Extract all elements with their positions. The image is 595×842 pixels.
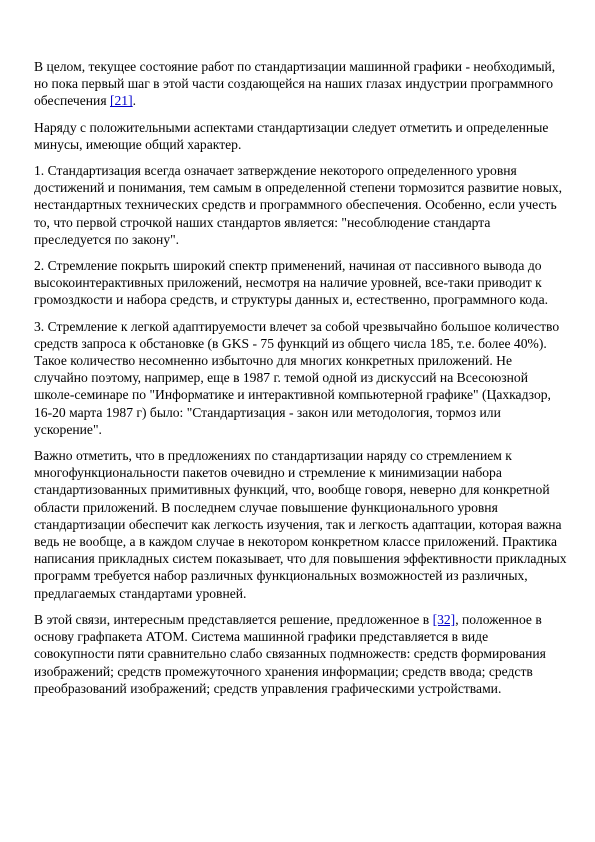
paragraph-standardization-overview: [34, 58, 568, 110]
paragraph-text: , положенное в основу графпакета АТОМ. Система машинной графики представляется в виде совокупности пяти сравнительно слабо связанных подмножеств: средств формирования изображений; средств промежуточного хранения информации; средств ввода; средств преобразований изображений; средств управления графическими устройствами.: [34, 611, 546, 696]
paragraph-important-note: Важно отметить, что в предложениях по стандартизации наряду со стремлением к многофункциональности пакетов очевидно и стремление к минимизации набора стандартизованных примитивных функций, что, вообще говоря, неверно для конкретной области приложений. В последнем случае повышение функционального уровня стандартизации обеспечит как легкость изучения, так и легкость адаптации, которая важна ведь не вообще, а в каждом случае в некотором конкретном классе приложений. Практика написания прикладных систем показывает, что для повышения эффективности прикладных программ требуется набор различных функциональных возможностей из различных, предлагаемых стандартами уровней.: [34, 448, 567, 601]
paragraph-point-1: 1. Стандартизация всегда означает затверждение некоторого определенного уровня достижений и понимания, тем самым в определенной степени тормозится развитие новых, нестандартных технических средств и программного обеспечения. Особенно, если учесть то, что первой строчкой наших стандартов является: "несоблюдение стандарта преследуется по закону".: [34, 163, 563, 247]
reference-link-21[interactable]: [21]: [109, 93, 133, 109]
paragraph-text: .: [132, 93, 137, 109]
paragraph-minuses-intro: Наряду с положительными аспектами стандартизации следует отметить и определенные минусы, имеющие общий характер.: [34, 119, 549, 152]
paragraph-point-3: 3. Стремление к легкой адаптируемости влечет за собой чрезвычайно большое количество средств запроса к обстановке (в GKS - 75 функций из общего числа 185, т.е. более 40%). Такое количество несомненно избыточно для многих конкретных приложений. Не случайно поэтому, например, еще в 1987 г. темой одной из дискуссий на Всесоюзной школе-семинаре по "Информатике и интерактивной компьютерной графике" (Цахкадзор, 16-20 марта 1987 г) было: "Стандартизация - закон или методология, тормоз или ускорение".: [34, 318, 560, 437]
document-body: [34, 58, 568, 706]
reference-link-32[interactable]: [32]: [432, 611, 456, 627]
paragraph-text: В этой связи, интересным представляется решение, предложенное в: [34, 611, 433, 627]
paragraph-point-2: 2. Стремление покрыть широкий спектр применений, начиная от пассивного вывода до высокоинтерактивных приложений, несмотря на наличие уровней, все-таки приводит к громоздкости и набора средств, и структуры данных и, естественно, программного кода.: [34, 258, 549, 308]
paragraph-atom-solution: [34, 611, 568, 697]
paragraph-text: В целом, текущее состояние работ по стандартизации машинной графики - необходимый, но пока первый шаг в этой части создающейся на наших глазах индустрии программного обеспечения: [34, 59, 556, 109]
